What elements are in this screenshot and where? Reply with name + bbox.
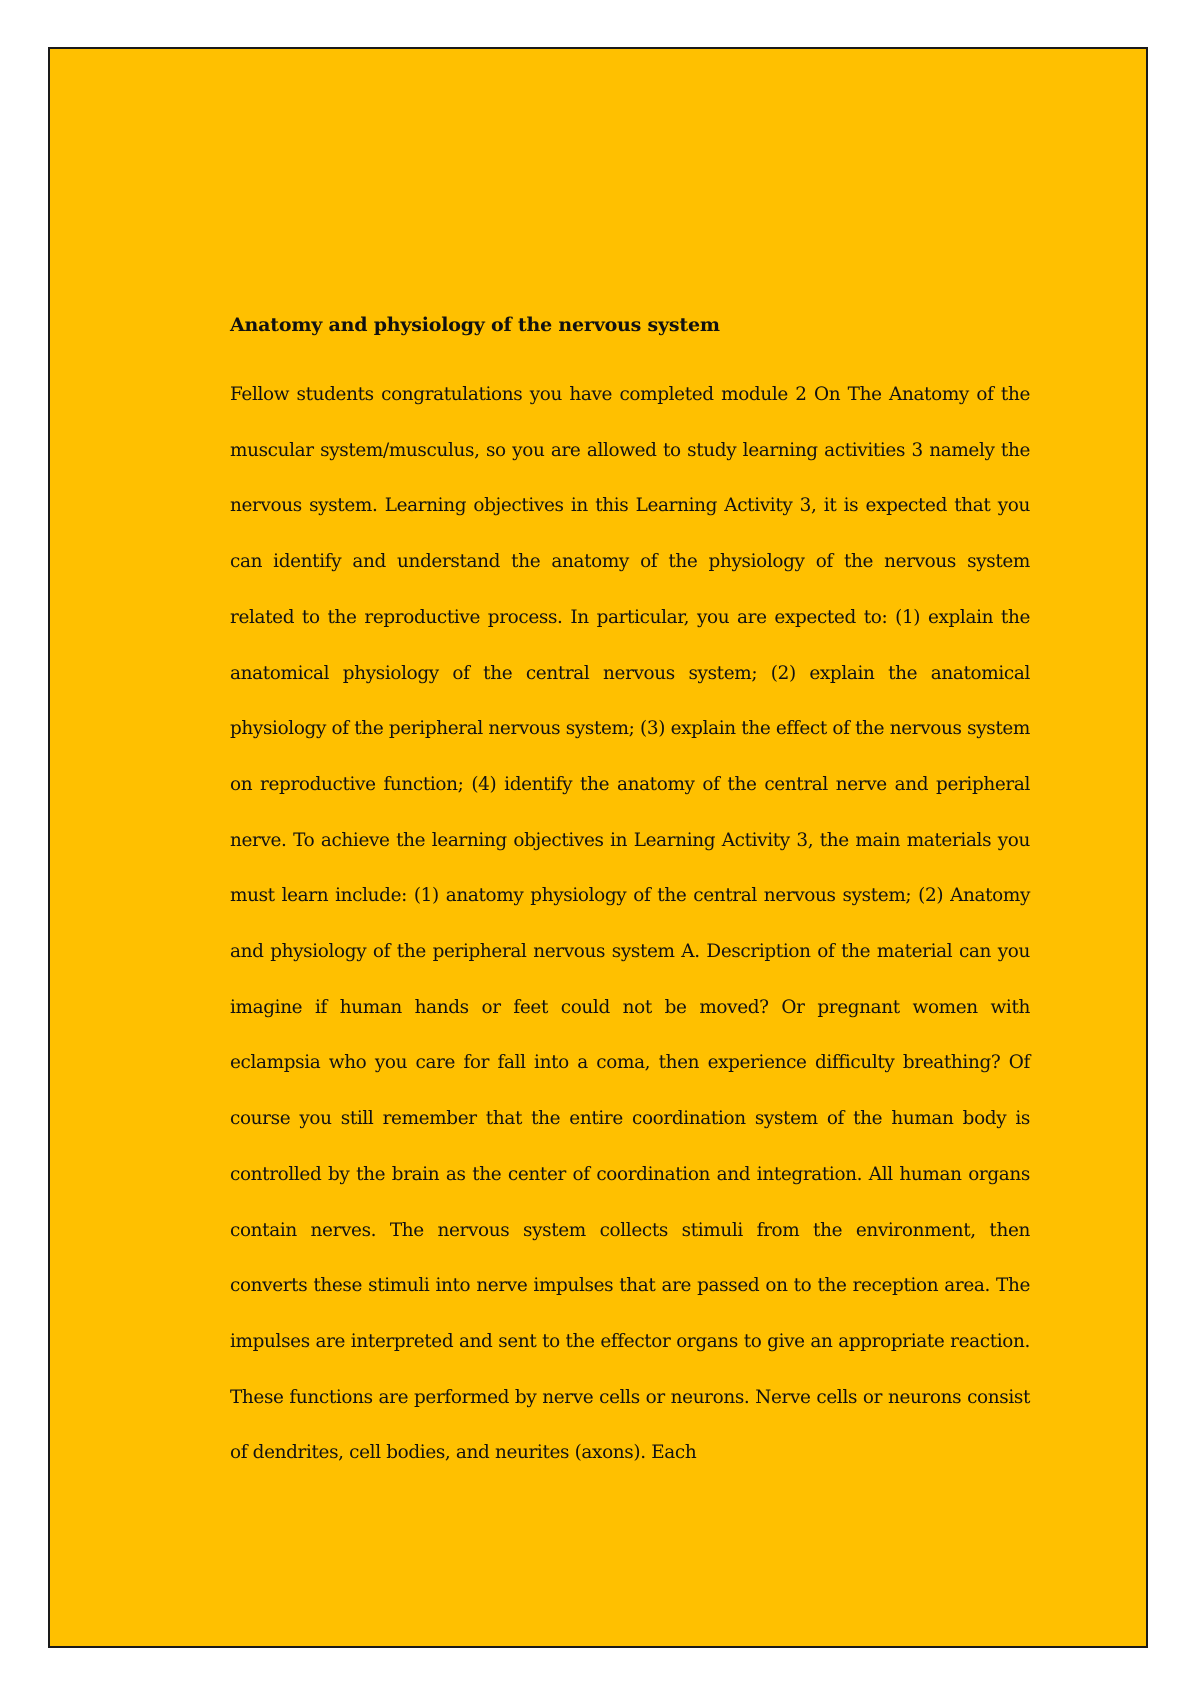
document-body-paragraph: Fellow students congratulations you have completed module 2 On The Anatomy of the muscular system/musculus, so you are allowed to study learning activities 3 namely the nervous system. Learning objectives in this Learning Activity 3, it is expected that you can identify and understand the anatomy of the physiology of the nervous system related to the reproductive process. In particular, you are expected to: (1) explain the anatomical physiology of the central nervous system; (2) explain the anatomical physiology of the peripheral nervous system; (3) explain the effect of the nervous system on reproductive function; (4) identify the anatomy of the central nerve and peripheral nerve. To achieve the learning objectives in Learning Activity 3, the main materials you must learn include: (1) anatomy physiology of the central nervous system; (2) Anatomy and physiology of the peripheral nervous system A. Description of the material can you imagine if human hands or feet could not be moved? Or pregnant women with eclampsia who you care for fall into a coma, then experience difficulty breathing? Of course you still remember that the entire coordination system of the human body is controlled by the brain as the center of coordination and integration. All human organs contain nerves. The nervous system collects stimuli from the environment, then converts these stimuli into nerve impulses that are passed on to the reception area. The impulses are interpreted and sent to the effector organs to give an appropriate reaction. These functions are performed by nerve cells or neurons. Nerve cells or neurons consist of dendrites, cell bodies, and neurites (axons). Each (230, 384, 1030, 1464)
document-page (48, 47, 1148, 1648)
document-content (230, 311, 1030, 1481)
document-heading: Anatomy and physiology of the nervous system (230, 314, 720, 336)
